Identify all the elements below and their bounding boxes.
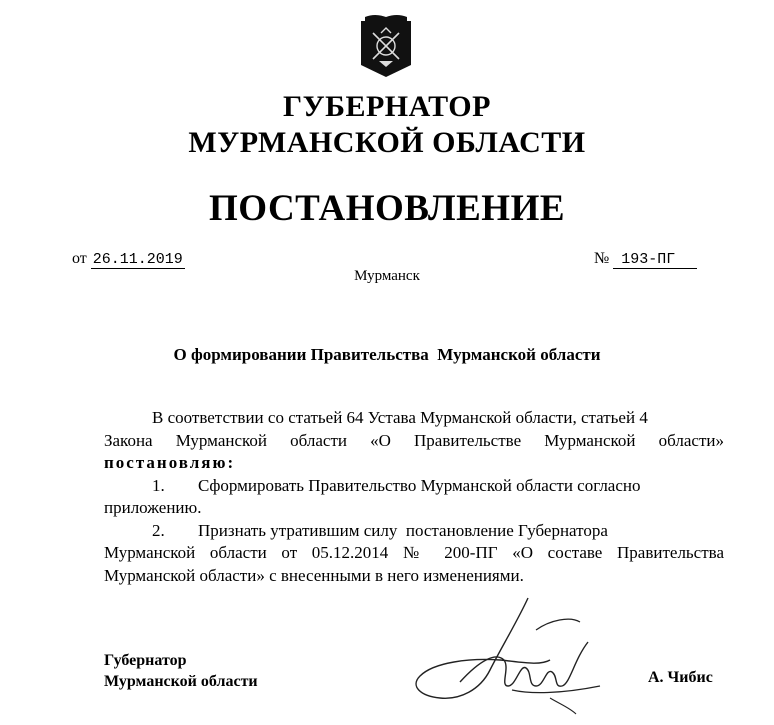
date-row	[72, 250, 185, 269]
date-prefix: от	[72, 250, 87, 267]
city: Мурманск	[354, 268, 420, 284]
item-2-number: 2.	[152, 520, 165, 540]
signatory-title	[104, 650, 258, 692]
decree-word: постановляю:	[104, 453, 236, 472]
intro-line-2: Закона Мурманской области «О Правительстве Мурманской области»	[104, 430, 724, 450]
item-1	[104, 475, 724, 498]
signatory-name: А. Чибис	[648, 669, 713, 686]
issuer-title-line2: МУРМАНСКОЙ ОБЛАСТИ	[188, 126, 586, 159]
signatory-title-line1: Губернатор	[104, 652, 187, 669]
issuer-title-line1: ГУБЕРНАТОР	[283, 90, 491, 123]
document-number: 193-ПГ	[613, 252, 697, 269]
handwritten-signature-icon	[400, 590, 620, 720]
item-2-text: Признать утратившим силу постановление Губернатора	[198, 520, 608, 540]
item-1-text: Сформировать Правительство Мурманской области согласно	[198, 475, 641, 495]
intro-line-1: В соответствии со статьей 64 Устава Мурманской области, статьей 4	[152, 408, 648, 427]
item-1-number: 1.	[152, 475, 165, 495]
item-2-line-2: Мурманской области от 05.12.2014 № 200-ПГ «О составе Правительства	[104, 543, 724, 562]
item-2	[104, 520, 724, 543]
item-1-continued: приложению.	[104, 498, 202, 517]
document-type-title: ПОСТАНОВЛЕНИЕ	[208, 188, 566, 229]
document-date: 26.11.2019	[92, 251, 183, 268]
coat-of-arms-icon	[359, 13, 413, 79]
document-body	[104, 407, 724, 587]
item-2-line-3: Мурманской области» с внесенными в него изменениями.	[104, 565, 524, 585]
document-subject: О формировании Правительства Мурманской области	[173, 345, 601, 364]
signatory-title-line2: Мурманской области	[104, 673, 258, 690]
number-prefix: №	[594, 250, 610, 267]
number-row	[594, 250, 697, 269]
